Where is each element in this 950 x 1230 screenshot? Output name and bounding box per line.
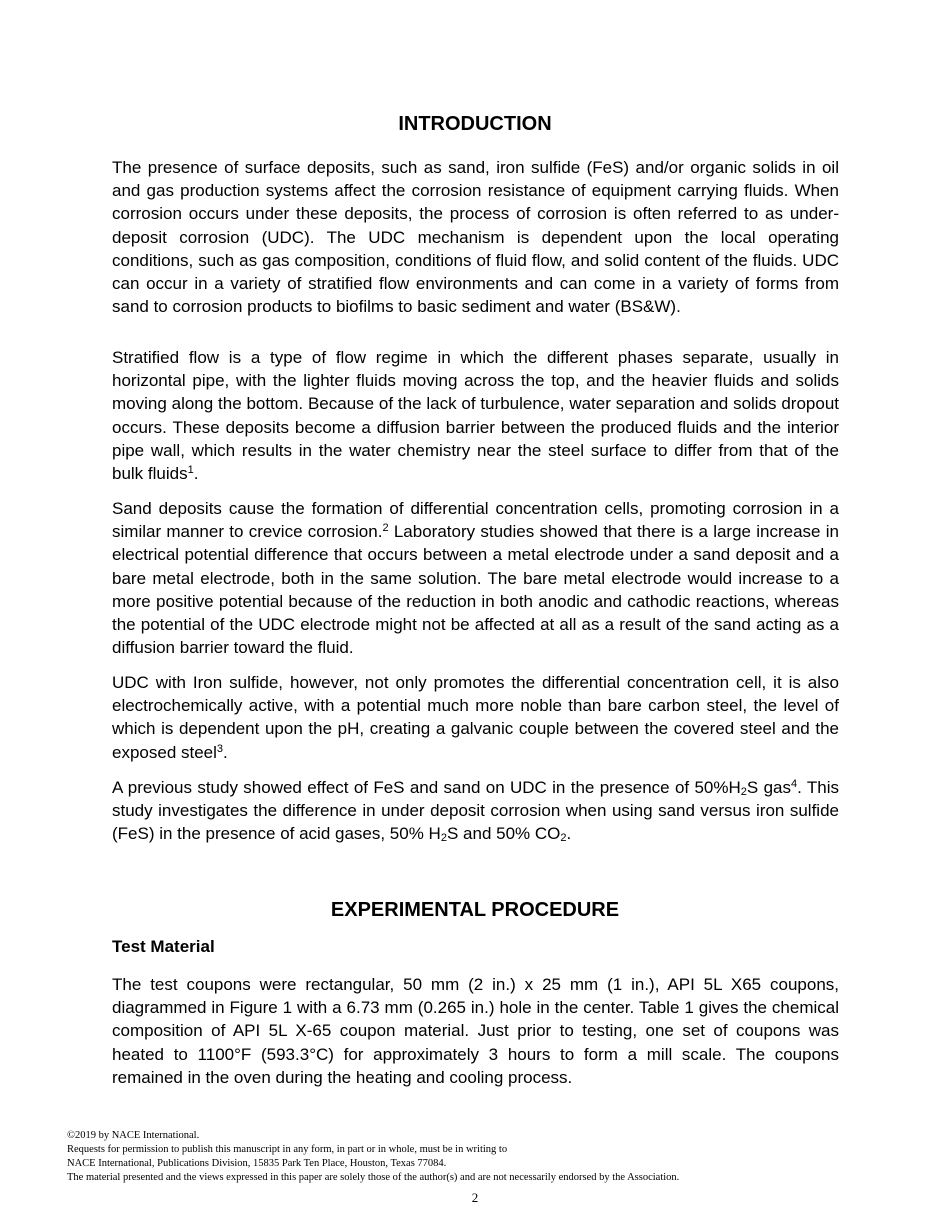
intro-paragraph-2-end: .: [193, 464, 199, 484]
reference-3: 3: [216, 742, 224, 755]
subscript-h2s-2: 2: [440, 832, 447, 845]
intro-paragraph-1: The presence of surface deposits, such as sand, iron sulfide (FeS) and/or organic solids in oil and gas production systems affect the corrosion resistance of equipment carrying fluids. When corrosion occurs under these deposits, the process of corrosion is often referred to as under-deposit corrosion (UDC). The UDC mechanism is dependent upon the local operating conditions, such as gas composition, conditions of fluid flow, and solid content of the fluids. UDC can occur in a variety of stratified flow environments and can come in a variety of forms from sand to corrosion products to biofilms to basic sediment and water (BS&W).: [112, 158, 839, 317]
intro-paragraph-5-text-e: .: [566, 824, 572, 844]
intro-paragraph-2: [112, 346, 839, 485]
subscript-co2: 2: [560, 832, 567, 845]
footer-line-1: ©2019 by NACE International.: [67, 1130, 200, 1141]
intro-paragraph-4-text: UDC with Iron sulfide, however, not only promotes the differential concentration cell, it is also electrochemically active, with a potential much more noble than bare carbon steel, the level of which is dependent upon the pH, creating a galvanic couple between the covered steel and the exposed steel: [112, 673, 839, 762]
intro-paragraph-5-text-b: S gas: [746, 778, 791, 797]
intro-paragraph-5-text-a: A previous study showed effect of FeS and sand on UDC in the presence of 50%H: [112, 778, 741, 797]
intro-paragraph-5-text-d: S and 50% CO: [446, 824, 561, 844]
reference-4: 4: [791, 778, 798, 790]
intro-paragraph-3-text-b: Laboratory studies showed that there is a large increase in electrical potential difference that occurs between a metal electrode under a sand deposit and a bare metal electrode, both in the same solution. The bare metal electrode would increase to a more positive potential because of the reduction in both anodic and cathodic reactions, whereas the potential of the UDC electrode might not be affected at all as a result of the sand acting as a diffusion barrier toward the fluid.: [112, 522, 840, 658]
procedure-heading: EXPERIMENTAL PROCEDURE: [330, 899, 620, 921]
intro-paragraph-3: [112, 497, 839, 659]
footer-line-2: Requests for permission to publish this manuscript in any form, in part or in whole, must be in writing to: [67, 1144, 508, 1155]
intro-paragraph-4: [112, 671, 839, 764]
footer-line-3: NACE International, Publications Division, 15835 Park Ten Place, Houston, Texas 77084.: [67, 1158, 447, 1169]
test-material-subheading: Test Material: [112, 937, 215, 956]
reference-1: 1: [187, 464, 194, 477]
intro-paragraph-3-text-a: Sand deposits cause the formation of differential concentration cells, promoting corrosion in a similar manner to crevice corrosion.: [112, 499, 839, 542]
introduction-heading: INTRODUCTION: [398, 113, 552, 135]
page-number: 2: [471, 1190, 479, 1205]
intro-paragraph-4-end: .: [223, 742, 228, 762]
intro-paragraph-2-text: Stratified flow is a type of flow regime in which the different phases separate, usually in horizontal pipe, with the lighter fluids moving across the top, and the heavier fluids and solids moving along the bottom. Because of the lack of turbulence, water separation and solids dropout occurs. These deposits become a diffusion barrier between the produced fluids and the interior pipe wall, which results in the water chemistry near the steel surface to differ from that of the bulk fluids: [112, 348, 839, 484]
copyright-footer: [67, 1129, 867, 1185]
footer-line-4: The material presented and the views expressed in this paper are solely those of the author(s) and are not necessarily endorsed by the Association.: [67, 1172, 680, 1183]
reference-2: 2: [382, 522, 389, 535]
procedure-paragraph-1: The test coupons were rectangular, 50 mm (2 in.) x 25 mm (1 in.), API 5L X65 coupons, diagrammed in Figure 1 with a 6.73 mm (0.265 in.) hole in the center. Table 1 gives the chemical composition of API 5L X-65 coupon material. Just prior to testing, one set of coupons was heated to 1100°F (593.3°C) for approximately 3 hours to form a mill scale. The coupons remained in the oven during the heating and cooling process.: [112, 975, 839, 1087]
intro-paragraph-5-text-c: . This study investigates the difference in under deposit corrosion when using sand versus iron sulfide (FeS) in the presence of acid gases, 50% H: [112, 778, 839, 844]
intro-paragraph-5: [112, 776, 839, 846]
subscript-h2s-1: 2: [740, 786, 747, 798]
